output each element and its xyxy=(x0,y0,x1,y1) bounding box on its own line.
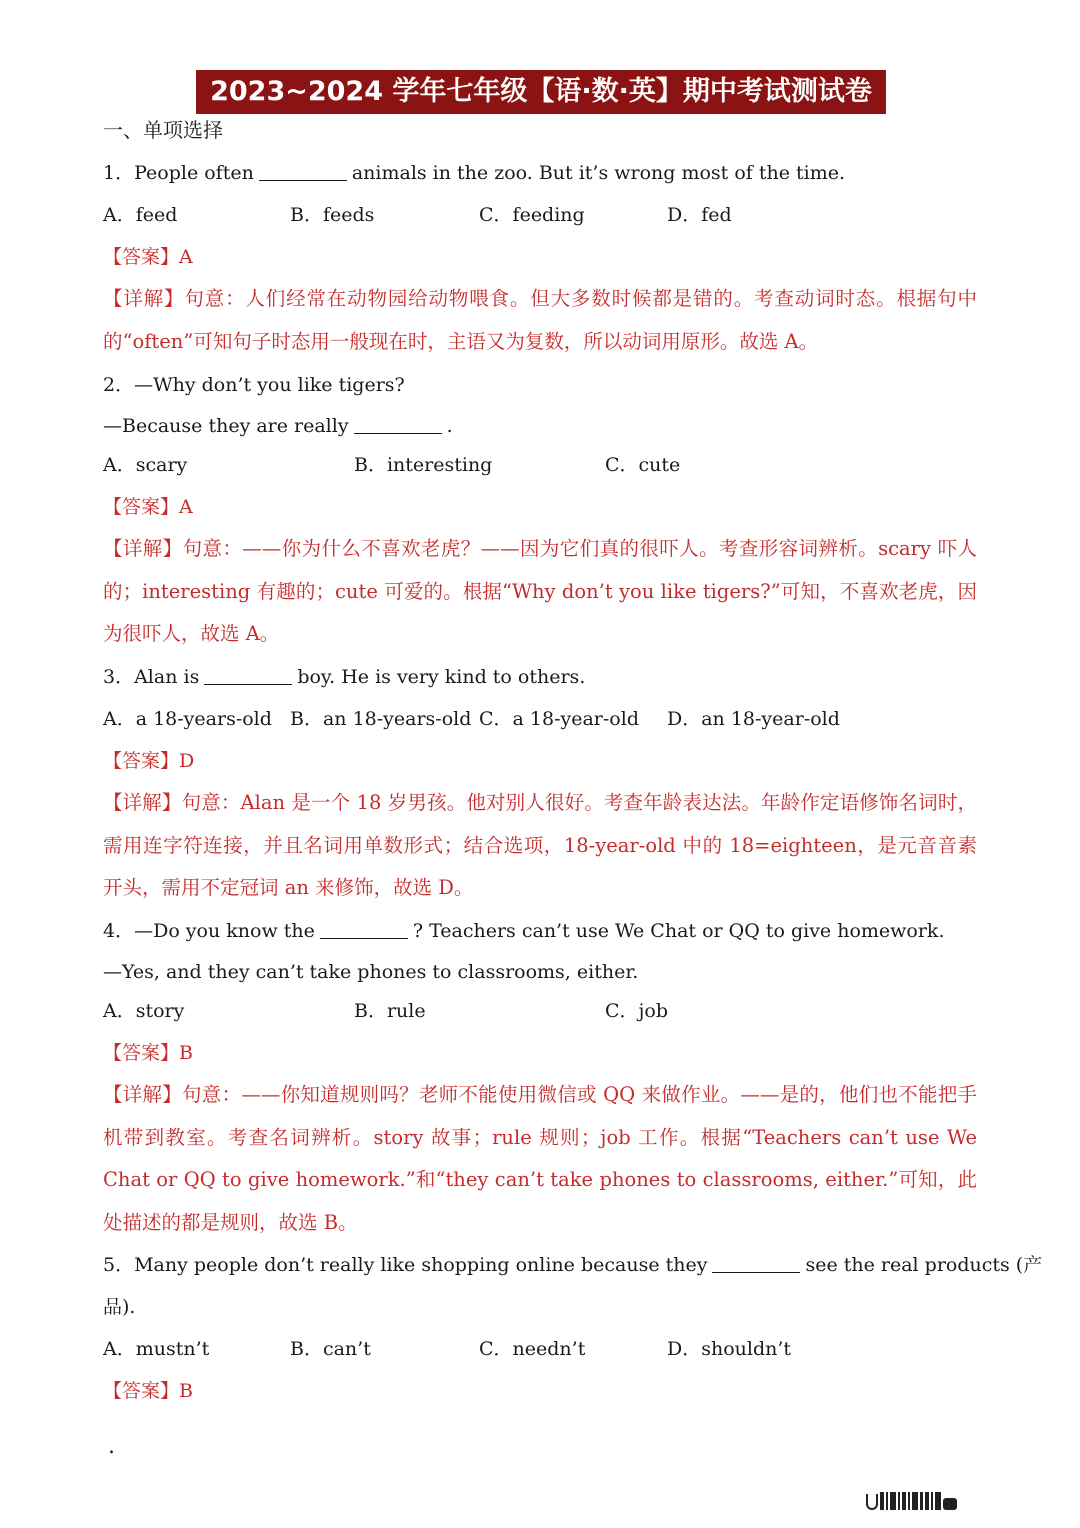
q5-option-b: B．can’t xyxy=(290,1338,371,1360)
q1-explanation xyxy=(103,278,977,363)
q2-option-c: C．cute xyxy=(605,454,681,476)
question-4-line2: —Yes, and they can’t take phones to classrooms, either. xyxy=(103,961,639,983)
q3-option-d: D．an 18-year-old xyxy=(667,708,840,730)
q4-option-b: B．rule xyxy=(354,1000,426,1022)
answer-value: B xyxy=(179,1042,193,1064)
answer-label: 【答案】 xyxy=(103,1380,180,1402)
q2-option-a: A．scary xyxy=(103,454,188,476)
answer-label: 【答案】 xyxy=(103,750,180,772)
q1-option-d: D．fed xyxy=(667,204,732,226)
stem-text: 4．—Do you know the xyxy=(103,920,315,942)
exam-title: 2023~2024 学年七年级【语·数·英】期中考试测试卷 xyxy=(196,70,886,114)
q4-option-a: A．story xyxy=(103,1000,185,1022)
q3-answer xyxy=(103,748,194,774)
q3-option-a: A．a 18-years-old xyxy=(103,708,272,730)
q4-option-c: C．job xyxy=(605,1000,669,1022)
question-5-line1 xyxy=(103,1252,1042,1278)
q5-answer xyxy=(103,1378,193,1404)
answer-value: B xyxy=(179,1380,193,1402)
stem-text: see the real products (产 xyxy=(805,1254,1043,1276)
section-heading: 一、单项选择 xyxy=(103,118,223,142)
q4-explanation xyxy=(103,1074,977,1244)
question-5-line2: 品). xyxy=(103,1296,136,1318)
footer-mark: . xyxy=(108,1434,115,1459)
stem-text: ? Teachers can’t use We Chat or QQ to give homework. xyxy=(412,920,945,942)
stem-text: 1．People often xyxy=(103,162,254,184)
explanation-text: 句意：人们经常在动物园给动物喂食。但大多数时候都是错的。考查动词时态。根据句中的“often”可知句子时态用一般现在时，主语又为复数，所以动词用原形。故选 A。 xyxy=(103,287,977,353)
q1-option-a: A．feed xyxy=(103,204,178,226)
stem-text: 5．Many people don’t really like shopping online because they xyxy=(103,1254,708,1276)
answer-blank xyxy=(204,666,292,685)
answer-value: A xyxy=(179,496,193,518)
stem-text: 3．Alan is xyxy=(103,666,200,688)
question-2-line1: 2．—Why don’t you like tigers? xyxy=(103,374,405,396)
stem-text: . xyxy=(446,415,453,437)
q1-option-c: C．feeding xyxy=(479,204,585,226)
detail-label: 【详解】 xyxy=(103,791,182,814)
explanation-text: 句意：Alan 是一个 18 岁男孩。他对别人很好。考查年龄表达法。年龄作定语修饰名词时，需用连字符连接，并且名词用单数形式；结合选项，18-year-old 中的 18=eighteen，是元音音素开头，需用不定冠词 an 来修饰，故选 D。 xyxy=(103,791,977,899)
question-2-line2 xyxy=(103,413,453,439)
answer-value: A xyxy=(179,246,193,268)
q3-option-c: C．a 18-year-old xyxy=(479,708,639,730)
answer-blank xyxy=(354,415,442,434)
answer-label: 【答案】 xyxy=(103,496,180,518)
q1-answer xyxy=(103,244,193,270)
q3-explanation xyxy=(103,782,977,910)
answer-value: D xyxy=(179,750,195,772)
answer-label: 【答案】 xyxy=(103,1042,180,1064)
answer-label: 【答案】 xyxy=(103,246,180,268)
q2-answer xyxy=(103,494,193,520)
q4-answer xyxy=(103,1040,193,1066)
q5-option-a: A．mustn’t xyxy=(103,1338,210,1360)
detail-label: 【详解】 xyxy=(103,287,185,310)
q5-option-d: D．shouldn’t xyxy=(667,1338,792,1360)
q1-option-b: B．feeds xyxy=(290,204,375,226)
answer-blank xyxy=(712,1254,800,1273)
q5-option-c: C．needn’t xyxy=(479,1338,586,1360)
watermark-barcode-icon xyxy=(866,1488,957,1510)
q2-explanation xyxy=(103,528,977,656)
question-4-line1 xyxy=(103,918,944,944)
q2-option-b: B．interesting xyxy=(354,454,493,476)
stem-text: boy. He is very kind to others. xyxy=(297,666,586,688)
explanation-text: 句意：——你知道规则吗？老师不能使用微信或 QQ 来做作业。——是的，他们也不能把手机带到教室。考查名词辨析。story 故事；rule 规则；job 工作。根据“Teachers can’t use We Chat or QQ to give homework.”和“they can’t take phones to classrooms, either.”可知，此处描述的都是规则，故选 B。 xyxy=(103,1083,977,1234)
detail-label: 【详解】 xyxy=(103,1083,183,1106)
question-1-stem xyxy=(103,160,845,186)
stem-text: animals in the zoo. But it’s wrong most of the time. xyxy=(351,162,846,184)
question-3-stem xyxy=(103,664,585,690)
explanation-text: 句意：——你为什么不喜欢老虎？——因为它们真的很吓人。考查形容词辨析。scary 吓人的；interesting 有趣的；cute 可爱的。根据“Why don’t you like tigers?”可知，不喜欢老虎，因为很吓人，故选 A。 xyxy=(103,537,977,645)
q3-option-b: B．an 18-years-old xyxy=(290,708,472,730)
answer-blank xyxy=(259,162,347,181)
stem-text: —Because they are really xyxy=(103,415,349,437)
answer-blank xyxy=(320,920,408,939)
detail-label: 【详解】 xyxy=(103,537,183,560)
